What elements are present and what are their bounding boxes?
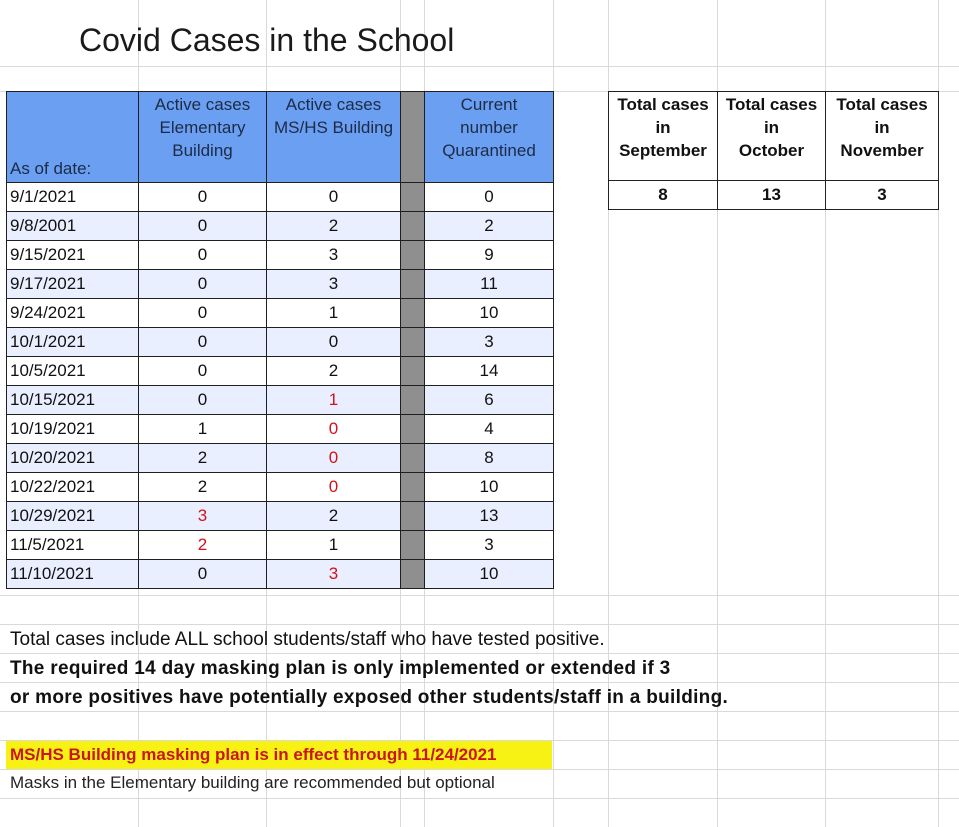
cell-separator <box>401 473 425 502</box>
total-september-label: Total cases in September <box>609 92 718 181</box>
total-october-label: Total cases in October <box>718 92 826 181</box>
cell-elementary: 0 <box>139 357 267 386</box>
table-row <box>7 531 554 560</box>
note-elementary-masks: Masks in the Elementary building are recommended but optional <box>10 773 495 792</box>
table-row <box>7 444 554 473</box>
cell-date: 10/29/2021 <box>7 502 139 531</box>
table-header-row <box>7 92 554 183</box>
cell-date: 9/1/2021 <box>7 183 139 212</box>
monthly-totals-table <box>608 91 939 210</box>
cell-elementary: 0 <box>139 183 267 212</box>
cell-quarantined: 0 <box>425 183 554 212</box>
note-total-cases: Total cases include ALL school students/staff who have tested positive. <box>10 629 605 650</box>
cell-mshs: 0 <box>267 328 401 357</box>
cell-mshs: 0 <box>267 415 401 444</box>
cell-date: 10/19/2021 <box>7 415 139 444</box>
cell-separator <box>401 183 425 212</box>
header-mshs: Active cases MS/HS Building <box>267 92 401 183</box>
cell-quarantined: 10 <box>425 473 554 502</box>
cell-mshs: 0 <box>267 473 401 502</box>
cell-elementary: 3 <box>139 502 267 531</box>
cell-quarantined: 13 <box>425 502 554 531</box>
cell-separator <box>401 241 425 270</box>
note-masking-plan-2: or more positives have potentially exposed other students/staff in a building. <box>10 687 729 708</box>
table-row <box>7 183 554 212</box>
cell-quarantined: 10 <box>425 299 554 328</box>
cell-elementary: 0 <box>139 241 267 270</box>
cell-separator <box>401 502 425 531</box>
cell-date: 10/20/2021 <box>7 444 139 473</box>
cell-mshs: 2 <box>267 357 401 386</box>
cell-mshs: 3 <box>267 241 401 270</box>
cell-quarantined: 9 <box>425 241 554 270</box>
cell-quarantined: 10 <box>425 560 554 589</box>
cell-date: 10/22/2021 <box>7 473 139 502</box>
total-november-value: 3 <box>826 181 939 210</box>
cell-quarantined: 3 <box>425 531 554 560</box>
table-row <box>7 560 554 589</box>
cell-elementary: 2 <box>139 473 267 502</box>
cell-date: 11/10/2021 <box>7 560 139 589</box>
cell-elementary: 0 <box>139 270 267 299</box>
cell-mshs: 0 <box>267 444 401 473</box>
cell-elementary: 0 <box>139 386 267 415</box>
total-september-value: 8 <box>609 181 718 210</box>
total-october-value: 13 <box>718 181 826 210</box>
cell-elementary: 0 <box>139 560 267 589</box>
cell-date: 10/1/2021 <box>7 328 139 357</box>
cell-elementary: 2 <box>139 444 267 473</box>
cell-separator <box>401 270 425 299</box>
table-row <box>7 502 554 531</box>
note-masking-plan-1: The required 14 day masking plan is only implemented or extended if 3 <box>10 658 671 679</box>
table-body <box>7 183 554 589</box>
header-elementary: Active cases Elementary Building <box>139 92 267 183</box>
table-row <box>7 212 554 241</box>
table-row <box>7 241 554 270</box>
cell-separator <box>401 328 425 357</box>
cell-date: 9/17/2021 <box>7 270 139 299</box>
cell-mshs: 3 <box>267 560 401 589</box>
cell-mshs: 2 <box>267 502 401 531</box>
header-quarantined: Current number Quarantined <box>425 92 554 183</box>
table-row <box>7 386 554 415</box>
cell-separator <box>401 357 425 386</box>
cell-separator <box>401 444 425 473</box>
cell-separator <box>401 299 425 328</box>
cell-quarantined: 2 <box>425 212 554 241</box>
cell-mshs: 1 <box>267 386 401 415</box>
cell-separator <box>401 415 425 444</box>
cell-mshs: 2 <box>267 212 401 241</box>
cell-quarantined: 8 <box>425 444 554 473</box>
cell-date: 10/5/2021 <box>7 357 139 386</box>
totals-header-row <box>609 92 939 181</box>
cell-mshs: 0 <box>267 183 401 212</box>
masking-plan-banner: MS/HS Building masking plan is in effect through 11/24/2021 <box>6 741 552 769</box>
cell-quarantined: 3 <box>425 328 554 357</box>
cell-mshs: 1 <box>267 299 401 328</box>
table-row <box>7 328 554 357</box>
table-row <box>7 415 554 444</box>
cell-elementary: 2 <box>139 531 267 560</box>
cell-mshs: 3 <box>267 270 401 299</box>
gray-separator-column <box>401 92 425 183</box>
cell-quarantined: 11 <box>425 270 554 299</box>
cell-date: 10/15/2021 <box>7 386 139 415</box>
table-row <box>7 299 554 328</box>
table-row <box>7 270 554 299</box>
cell-date: 9/24/2021 <box>7 299 139 328</box>
total-november-label: Total cases in November <box>826 92 939 181</box>
cell-quarantined: 14 <box>425 357 554 386</box>
cell-date: 9/15/2021 <box>7 241 139 270</box>
cell-separator <box>401 531 425 560</box>
page-title: Covid Cases in the School <box>79 22 455 58</box>
covid-cases-table <box>6 91 554 589</box>
cell-elementary: 0 <box>139 212 267 241</box>
cell-separator <box>401 212 425 241</box>
cell-mshs: 1 <box>267 531 401 560</box>
totals-value-row <box>609 181 939 210</box>
table-row <box>7 473 554 502</box>
cell-elementary: 0 <box>139 299 267 328</box>
cell-quarantined: 4 <box>425 415 554 444</box>
cell-elementary: 1 <box>139 415 267 444</box>
cell-quarantined: 6 <box>425 386 554 415</box>
cell-separator <box>401 560 425 589</box>
header-as-of-date: As of date: <box>7 92 139 183</box>
cell-date: 9/8/2001 <box>7 212 139 241</box>
table-row <box>7 357 554 386</box>
cell-separator <box>401 386 425 415</box>
cell-date: 11/5/2021 <box>7 531 139 560</box>
cell-elementary: 0 <box>139 328 267 357</box>
